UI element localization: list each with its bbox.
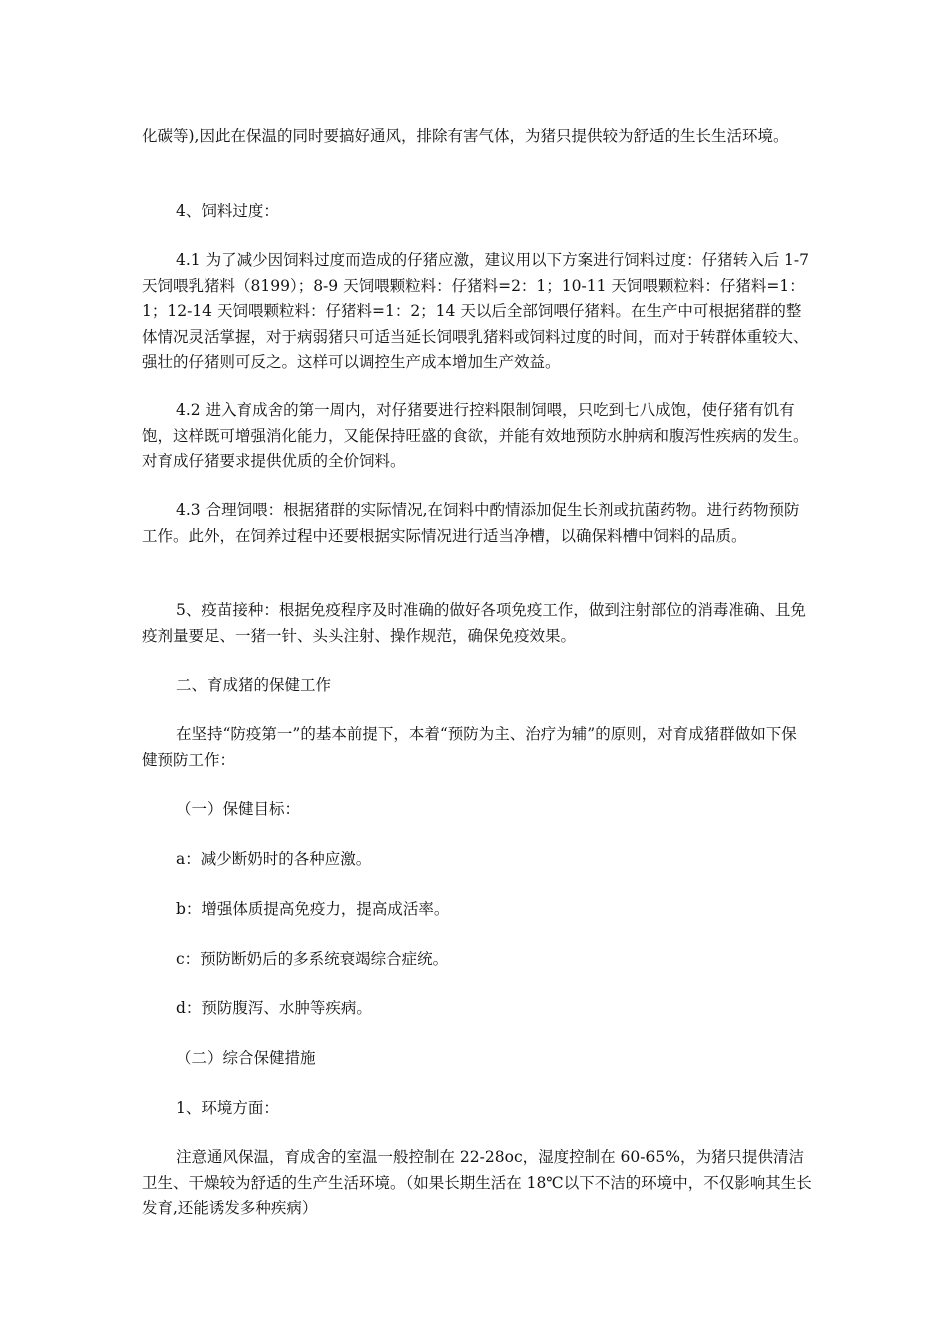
- paragraph-4-1: 4.1 为了减少因饲料过度而造成的仔猪应激，建议用以下方案进行饲料过度：仔猪转入后 1-7 天饲喂乳猪料（8199）；8-9 天饲喂颗粒料：仔猪料=2：1；10-11 天饲喂颗粒料：仔猪料=1：1；12-14 天饲喂颗粒料：仔猪料=1：2；14 天以后全部饲喂仔猪料。在生产中可根据猪群的整体情况灵活掌握，对于病弱猪只可适当延长饲喂乳猪料或饲料过度的时间，而对于转群体重较大、强壮的仔猪则可反之。这样可以调控生产成本增加生产效益。: [142, 251, 814, 371]
- list-item-b: b：增强体质提高免疫力，提高成活率。: [176, 900, 450, 918]
- paragraph-prevention-principle: 在坚持“防疫第一”的基本前提下，本着“预防为主、治疗为辅”的原则，对育成猪群做如下保健预防工作：: [142, 725, 797, 769]
- heading-feed-transition: 4、饲料过度：: [176, 202, 279, 220]
- heading-health-goals: （一）保健目标：: [176, 800, 301, 818]
- paragraph-environment: 注意通风保温，育成舍的室温一般控制在 22-28oc，湿度控制在 60-65%，为猪只提供清洁卫生、干燥较为舒适的生产生活环境。（如果长期生活在 18℃以下不洁的环境中，不仅影响其生长发育,还能诱发多种疾病）: [142, 1148, 812, 1217]
- list-item-a: a：减少断奶时的各种应激。: [176, 850, 372, 868]
- heading-measures: （二）综合保健措施: [176, 1049, 316, 1067]
- paragraph-4-3: 4.3 合理饲喂：根据猪群的实际情况,在饲料中酌情添加促生长剂或抗菌药物。进行药物预防工作。此外，在饲养过程中还要根据实际情况进行适当净槽，以确保料槽中饲料的品质。: [142, 501, 800, 545]
- heading-health-care: 二、育成猪的保健工作: [176, 676, 332, 694]
- paragraph-ventilation-continued: 化碳等),因此在保温的同时要搞好通风，排除有害气体，为猪只提供较为舒适的生长生活环境。: [142, 127, 789, 145]
- paragraph-vaccination: 5、疫苗接种：根据免疫程序及时准确的做好各项免疫工作，做到注射部位的消毒准确、且免疫剂量要足、一猪一针、头头注射、操作规范，确保免疫效果。: [142, 601, 806, 645]
- list-item-d: d：预防腹泻、水肿等疾病。: [176, 999, 372, 1017]
- heading-environment: 1、环境方面：: [176, 1099, 279, 1117]
- paragraph-4-2: 4.2 进入育成舍的第一周内，对仔猪要进行控料限制饲喂，只吃到七八成饱，使仔猪有饥有饱，这样既可增强消化能力，又能保持旺盛的食欲，并能有效地预防水肿病和腹泻性疾病的发生。对育成仔猪要求提供优质的全价饲料。: [142, 401, 809, 470]
- list-item-c: c：预防断奶后的多系统衰竭综合症统。: [176, 950, 449, 968]
